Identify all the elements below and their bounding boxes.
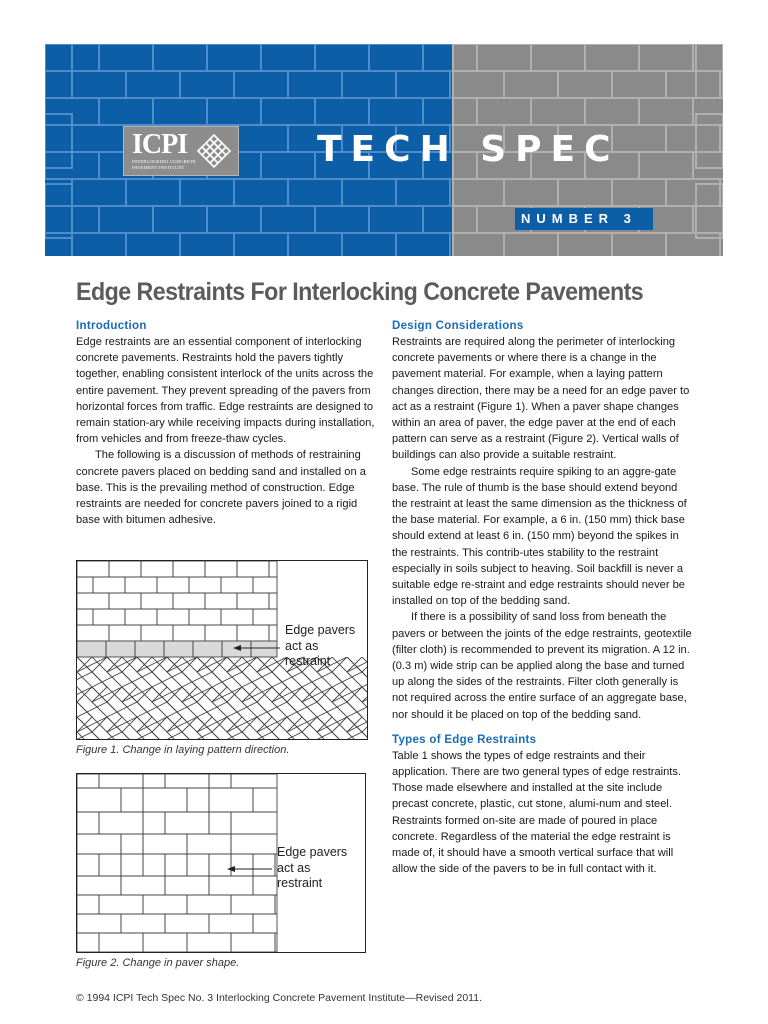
introduction-paragraph-1: Edge restraints are an essential component of interlocking concrete pavements. Restraints hold the pavers tightly together, enabling consistent interlock of the units across the entire pavement. They prevent spreading of the pavers from horizontal forces from traffic. Edge restraints are designed to remain station-ary while receiving impacts during installation, from vehicles and from freeze-thaw cycles. bbox=[76, 336, 375, 446]
left-column bbox=[76, 318, 376, 528]
figure-1-caption: Figure 1. Change in laying pattern direction. bbox=[76, 744, 290, 756]
paver-lattice-icon bbox=[194, 131, 234, 171]
figure-2-caption: Figure 2. Change in paver shape. bbox=[76, 957, 240, 969]
figure-1-callout: Edge pavers act as restraint bbox=[285, 623, 356, 668]
header-banner bbox=[45, 44, 723, 256]
right-column bbox=[392, 318, 692, 878]
logo-subtitle: INTERLOCKING CONCRETE PAVEMENT INSTITUTE bbox=[132, 159, 196, 170]
design-paragraph-3: If there is a possibility of sand loss from beneath the pavers or between the joints of the edge restraints, geotextile (filter cloth) is recommended to prevent its migration. A 12 in. (0.3 m) wide strip can be applied along the base and turned up along the sides of the restraints. Filter cloth generally is not required across the entire surface of an aggregate base, nor should it be placed on top of the bedding sand. bbox=[392, 611, 692, 721]
introduction-heading: Introduction bbox=[76, 320, 147, 332]
design-paragraph-2: Some edge restraints require spiking to an aggre-gate base. The rule of thumb is the base should extend beyond the restraint at least the same dimension as the thickness of the base material. For example, a 6 in. (150 mm) thick base should extend at least 6 in. (150 mm) beyond the spikes in the restraints. This contrib-utes stability to the restraint especially in soils subject to heaving. Soil backfill is never a suitable edge re-straint and edge restraints should never be installed on top of the bedding sand. bbox=[392, 465, 687, 608]
spec-number-badge: NUMBER 3 bbox=[515, 208, 653, 230]
types-heading: Types of Edge Restraints bbox=[392, 733, 537, 746]
introduction-paragraph-2: The following is a discussion of methods of restraining concrete pavers placed on bedding sand and installed on a base. This is the prevailing method of construction. Edge restraints are needed for concrete pavers joined to a rigid base with bitumen adhesive. bbox=[76, 449, 366, 527]
copyright-footer: © 1994 ICPI Tech Spec No. 3 Interlocking Concrete Pavement Institute—Revised 2011. bbox=[76, 992, 482, 1004]
design-paragraph-1: Restraints are required along the perimeter of interlocking concrete pavements or where there is a change in the pavement material. For example, when a laying pattern changes direction, there may be a need for an edge paver to act as a restraint (Figure 1). When a paver shape changes within an area of paver, the edge paver at the end of each pattern can serve as a restraint (Figure 2). Vertical walls of buildings can also provide a suitable restraint. bbox=[392, 336, 690, 462]
logo-text: ICPI bbox=[132, 129, 188, 160]
figure-2-callout: Edge pavers act as restraint bbox=[277, 845, 348, 890]
types-paragraph-1: Table 1 shows the types of edge restraints and their application. There are two general types of edge restraints. Those made elsewhere and installed at the site include precast concrete, plastic, cut stone, alumi-num and steel. Restraints formed on-site are made of poured in place concrete. Regardless of the material the edge restraint is made of, it should have a smooth vertical surface that will allow the side of the pavers to be in full contact with it. bbox=[392, 749, 682, 876]
figure-1-diagram bbox=[76, 560, 368, 740]
design-considerations-heading: Design Considerations bbox=[392, 320, 524, 332]
icpi-logo bbox=[123, 126, 239, 176]
document-title: Edge Restraints For Interlocking Concrete Pavements bbox=[76, 278, 644, 306]
tech-spec-title: TECH SPEC bbox=[317, 129, 620, 170]
figure-2-diagram bbox=[76, 773, 366, 953]
